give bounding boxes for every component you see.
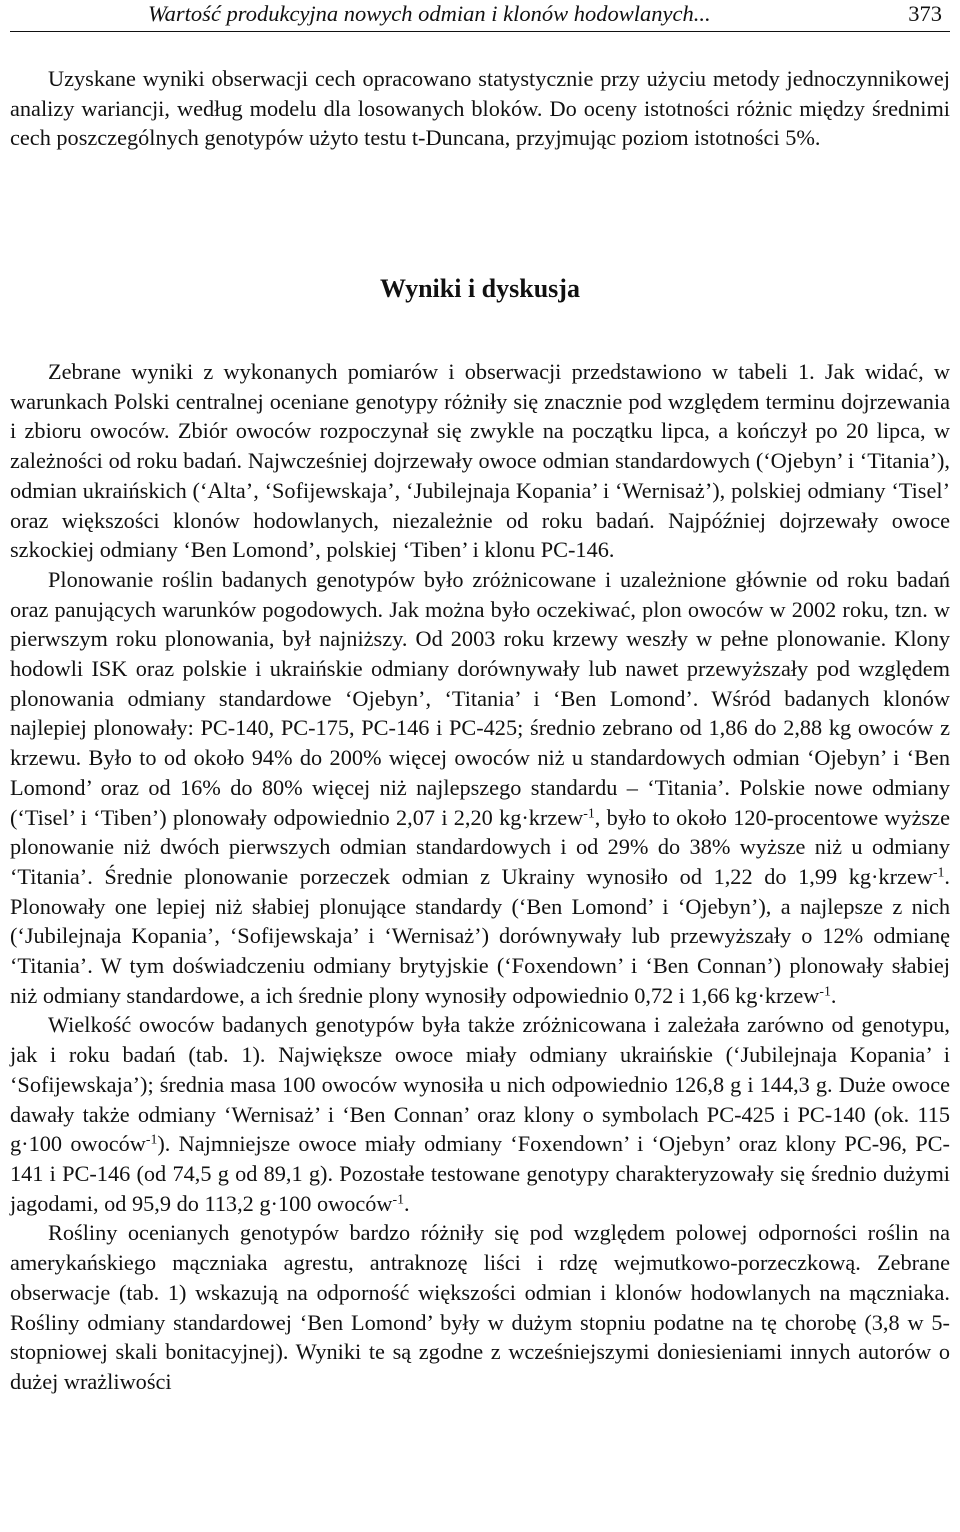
p2-part-4: . (830, 982, 837, 1008)
p3-part-3: . (404, 1190, 410, 1216)
intro-paragraph: Uzyskane wyniki obserwacji cech opracowano statystycznie przy użyciu metody jednoczynnikowej analizy wariancji, według modelu dla losowanych bloków. Do oceny istotności różnic między średnimi cech poszczególnych genotypów użyto testu t-Duncana, przyjmując poziom istotności 5%. (10, 66, 950, 151)
body-paragraph-2 (10, 565, 950, 1011)
p2-part-3: . Plonowały one lepiej niż słabiej plonujące standardy (‘Ben Lomond’ i ‘Ojebyn’), a najlepsze z nich (‘Jubilejnaja Kopania’, ‘Sofijewskaja’ i ‘Wernisaż’) dorównywały lub przewyższały o 12% odmianę ‘Titania’. W tym doświadczeniu odmiany brytyjskie (‘Foxendown’ i ‘Ben Connan’) plonowały słabiej niż odmiany standardowe, a ich średnie plony wynosiły odpowiednio 0,72 i 1,66 kg·krzew (10, 863, 950, 1008)
p3-sup-2: -1 (392, 1191, 405, 1207)
p2-part-1: Plonowanie roślin badanych genotypów było zróżnicowane i uzależnione głównie od roku badań oraz panujących warunków pogodowych. Jak można było oczekiwać, plon owoców w 2002 roku, tzn. w pierwszym roku plonowania, był najniższy. Od 2003 roku krzewy weszły w pełne plonowanie. Klony hodowli ISK oraz polskie i ukraińskie odmiany dorównywały lub nawet przewyższały pod względem plonowania odmiany standardowe ‘Ojebyn’, ‘Titania’ i ‘Ben Lomond’. Wśród badanych klonów najlepiej plonowały: PC-140, PC-175, PC-146 i PC-425; średnio zebrano od 1,86 do 2,88 kg owoców z krzewu. Było to od około 94% do 200% więcej owoców niż u standardowych odmian ‘Ojebyn’ i ‘Ben Lomond’ oraz od 16% do 80% więcej niż najlepszego standardu – ‘Titania’. Polskie nowe odmiany (‘Tisel’ i ‘Tiben’) plonowały odpowiednio 2,07 i 2,20 kg·krzew (10, 566, 950, 830)
p3-part-1: Wielkość owoców badanych genotypów była także zróżnicowana i zależała zarówno od genotypu, jak i roku badań (tab. 1). Największe owoce miały odmiany ukraińskie (‘Jubilejnaja Kopania’ i ‘Sofijewskaja’); średnia masa 100 owoców wynosiła u nich odpowiednio 126,8 g i 144,3 g. Duże owoce dawały także odmiany ‘Wernisaż’ i ‘Ben Connan’ oraz klony o symbolach PC-425 i PC-140 (ok. 115 g·100 owoców (10, 1012, 950, 1157)
body-paragraph-1: Zebrane wyniki z wykonanych pomiarów i obserwacji przedstawiono w tabeli 1. Jak widać, w warunkach Polski centralnej oceniane genotypy różniły się znacznie pod względem terminu dojrzewania i zbioru owoców. Zbiór owoców rozpoczynał się zwykle na początku lipca, a kończył po 20 lipca, w zależności od roku badań. Najwcześniej dojrzewały owoce odmian standardowych (‘Ojebyn’ i ‘Titania’), odmian ukraińskich (‘Alta’, ‘Sofijewskaja’, ‘Jubilejnaja Kopania’ i ‘Wernisaż’), polskiej odmiany ‘Tisel’ oraz większości klonów hodowlanych, niezależnie od roku badań. Najpóźniej dojrzewały owoce szkockiej odmiany ‘Ben Lomond’, polskiej ‘Tiben’ i klonu PC-146. (10, 359, 950, 563)
page (10, 0, 950, 1394)
section-body (10, 357, 950, 1397)
p3-sup-1: -1 (145, 1131, 158, 1147)
section-heading: Wyniki i dyskusja (380, 274, 580, 303)
p2-sup-2: -1 (932, 864, 945, 880)
p2-part-2: , było to około 120-procentowe wyższe plonowanie niż dwóch pierwszych odmian standardowych i od 29% do 38% wyższe niż u odmiany ‘Titania’. Średnie plonowanie porzeczek odmian z Ukrainy wynosiło od 1,22 do 1,99 kg·krzew (10, 804, 950, 889)
running-title: Wartość produkcyjna nowych odmian i klonów hodowlanych... (148, 1, 711, 26)
body-paragraph-4: Rośliny ocenianych genotypów bardzo różniły się pod względem polowej odporności roślin na amerykańskiego mączniaka agrestu, antraknozę liści i rdzę wejmutkowo-porzeczkową. Zebrane obserwacje (tab. 1) wskazują na odporność większości odmian i klonów hodowlanych na mączniaka. Rośliny odmiany standardowej ‘Ben Lomond’ były w dużym stopniu podatne na tę chorobę (3,8 w 5-stopniowej skali bonitacyjnej). Wyniki te są zgodne z wcześniejszymi doniesieniami innych autorów o dużej wrażliwości (10, 1220, 950, 1394)
p3-part-2: ). Najmniejsze owoce miały odmiany ‘Foxendown’ i ‘Ojebyn’ oraz klony PC-96, PC-141 i PC-146 (od 74,5 g od 89,1 g). Pozostałe testowane genotypy charakteryzowały się średnio dużymi jagodami, od 95,9 do 113,2 g·100 owoców (10, 1131, 950, 1216)
running-header (10, 0, 950, 32)
p2-sup-1: -1 (583, 804, 595, 820)
page-number: 373 (908, 1, 942, 26)
body-paragraph-3 (10, 1010, 950, 1218)
p2-sup-3: -1 (819, 983, 831, 999)
